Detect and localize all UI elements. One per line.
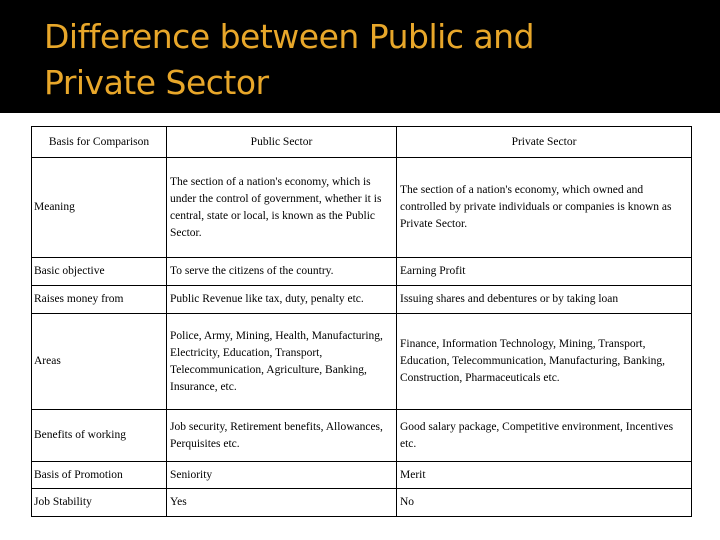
table-row bbox=[32, 410, 692, 462]
table-row bbox=[32, 314, 692, 410]
public-cell: The section of a nation's economy, which is under the control of government, whether it is central, state or local, is known as the Public Sector. bbox=[167, 158, 397, 258]
private-cell: Merit bbox=[397, 462, 692, 489]
header-private: Private Sector bbox=[397, 127, 692, 158]
table-row bbox=[32, 258, 692, 286]
public-cell: To serve the citizens of the country. bbox=[167, 258, 397, 286]
public-cell: Yes bbox=[167, 489, 397, 517]
public-cell: Job security, Retirement benefits, Allowances, Perquisites etc. bbox=[167, 410, 397, 462]
private-cell: The section of a nation's economy, which owned and controlled by private individuals or companies is known as Private Sector. bbox=[397, 158, 692, 258]
private-cell: Earning Profit bbox=[397, 258, 692, 286]
table-row bbox=[32, 286, 692, 314]
row-label: Meaning bbox=[32, 158, 167, 258]
private-cell: Good salary package, Competitive environment, Incentives etc. bbox=[397, 410, 692, 462]
public-cell: Public Revenue like tax, duty, penalty etc. bbox=[167, 286, 397, 314]
row-label: Raises money from bbox=[32, 286, 167, 314]
header-basis: Basis for Comparison bbox=[32, 127, 167, 158]
private-cell: Issuing shares and debentures or by taking loan bbox=[397, 286, 692, 314]
row-label: Job Stability bbox=[32, 489, 167, 517]
public-cell: Police, Army, Mining, Health, Manufacturing, Electricity, Education, Transport, Telecommunication, Agriculture, Banking, Insurance, etc. bbox=[167, 314, 397, 410]
table-row bbox=[32, 158, 692, 258]
row-label: Basic objective bbox=[32, 258, 167, 286]
slide-title bbox=[44, 14, 684, 106]
private-cell: Finance, Information Technology, Mining, Transport, Education, Telecommunication, Manufacturing, Banking, Construction, Pharmaceuticals etc. bbox=[397, 314, 692, 410]
table-row bbox=[32, 489, 692, 517]
table-row bbox=[32, 462, 692, 489]
table-header-row bbox=[32, 127, 692, 158]
row-label: Areas bbox=[32, 314, 167, 410]
title-line-2: Private Sector bbox=[44, 63, 269, 102]
row-label: Basis of Promotion bbox=[32, 462, 167, 489]
comparison-table bbox=[31, 126, 692, 517]
title-line-1: Difference between Public and bbox=[44, 17, 535, 56]
private-cell: No bbox=[397, 489, 692, 517]
header-public: Public Sector bbox=[167, 127, 397, 158]
public-cell: Seniority bbox=[167, 462, 397, 489]
row-label: Benefits of working bbox=[32, 410, 167, 462]
